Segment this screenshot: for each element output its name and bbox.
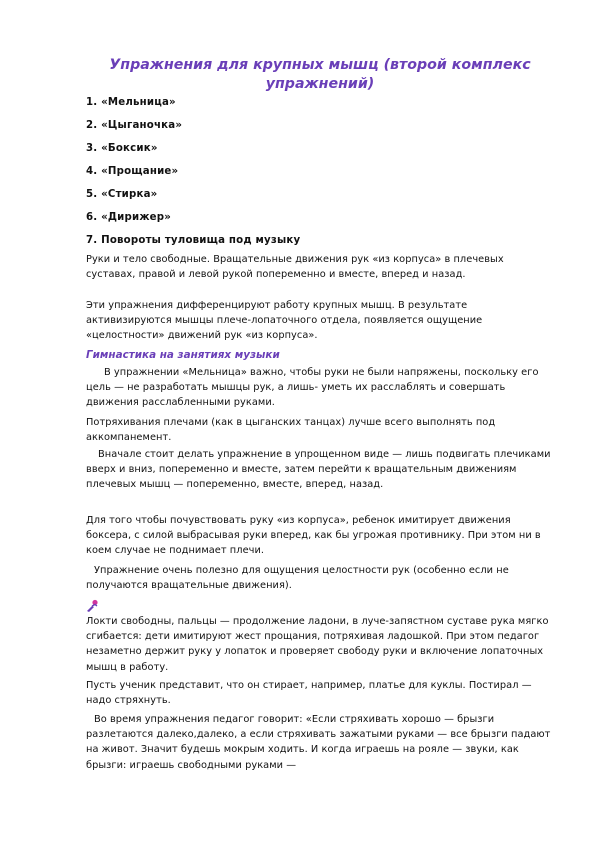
paragraph-3: В упражнении «Мельница» важно, чтобы руки не были напряжены, поскольку его цель — не разработать мышцы рук, а лишь- уметь их расслаблять и совершать движения расслабленными руками. [86, 367, 539, 409]
paragraph-8: Локти свободны, пальцы — продолжение ладони, в луче-запястном суставе рука мягко сгибается: дети имитируют жест прощания, потряхивая ладошкой. При этом педагог незаметно держит руку у лопаток и проверяет свободу руки и включение лопаточных мышц в работу. [86, 616, 549, 673]
list-item: 6. «Дирижер» [86, 212, 172, 223]
list-item: 7. Повороты туловища под музыку [86, 235, 301, 246]
list-item: 5. «Стирка» [86, 189, 158, 200]
list-item: 4. «Прощание» [86, 166, 179, 177]
list-item: 2. «Цыганочка» [86, 120, 183, 131]
paragraph-7: Упражнение очень полезно для ощущения целостности рук (особенно если не получаются вращательные движения). [86, 565, 509, 592]
list-item: 3. «Боксик» [86, 143, 158, 154]
list-item: 1. «Мельница» [86, 97, 176, 108]
exercise-list [86, 96, 554, 257]
paragraph-4: Потряхивания плечами (как в цыганских танцах) лучше всего выполнять под аккомпанемент. [86, 417, 496, 444]
subheading: Гимнастика на занятиях музыки [86, 349, 280, 361]
paragraph-2: Эти упражнения дифференцируют работу крупных мышц. В результате активизируются мышцы плече-лопаточного отдела, появляется ощущение «целостности» движений рук «из корпуса». [86, 300, 483, 342]
document-title: Упражнения для крупных мышц (второй комплекс упражнений) [109, 57, 531, 92]
paragraph-6: Для того чтобы почувствовать руку «из корпуса», ребенок имитирует движения боксера, с силой выбрасывая руки вперед, как бы угрожая противнику. При этом ни в коем случае не поднимает плечи. [86, 515, 541, 557]
paragraph-1: Руки и тело свободные. Вращательные движения рук «из корпуса» в плечевых суставах, правой и левой рукой попеременно и вместе, вперед и назад. [86, 254, 504, 281]
gymnast-figure-icon [86, 598, 100, 612]
paragraph-5: Вначале стоит делать упражнение в упрощенном виде — лишь подвигать плечиками вверх и вниз, попеременно и вместе, затем перейти к вращательным движениям плечевых мышц — попеременно, вместе, вперед, назад. [86, 449, 551, 491]
paragraph-10: Во время упражнения педагог говорит: «Если стряхивать хорошо — брызги разлетаются далеко,далеко, а если стряхивать зажатыми руками — все брызги падают на живот. Значит будешь мокрым ходить. И когда играешь на рояле — звуки, как брызги: играешь свободными руками — [86, 714, 551, 771]
paragraph-9: Пусть ученик представит, что он стирает, например, платье для куклы. Постирал — надо стряхнуть. [86, 680, 532, 707]
